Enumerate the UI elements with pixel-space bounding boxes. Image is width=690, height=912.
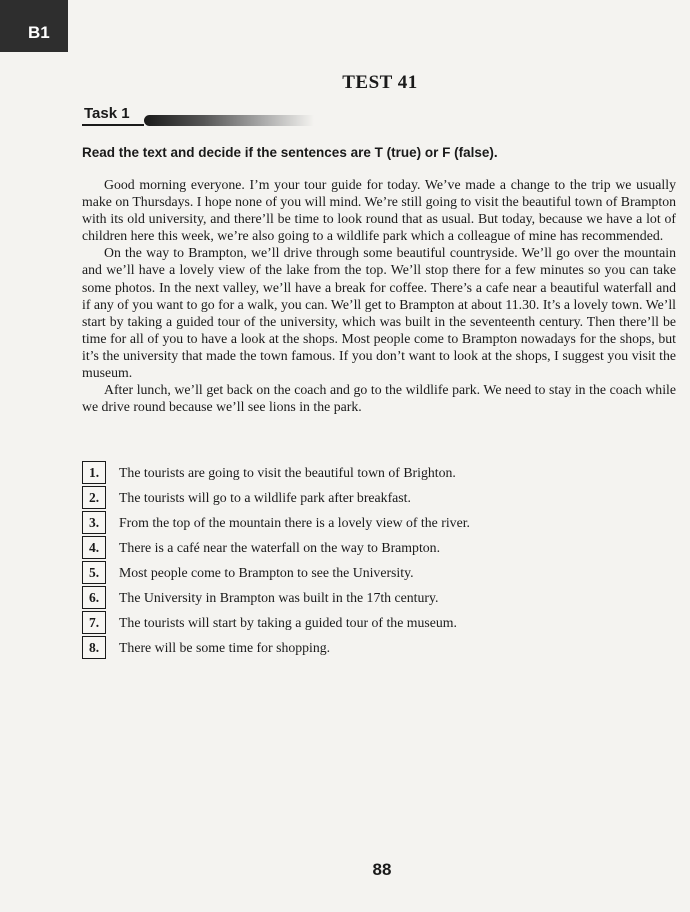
statement-row — [82, 510, 642, 535]
statement-number-box[interactable]: 2. — [82, 486, 106, 509]
level-badge: B1 — [0, 0, 68, 52]
statement-number-box[interactable]: 1. — [82, 461, 106, 484]
statement-text: There is a café near the waterfall on the way to Brampton. — [119, 539, 441, 555]
task-label: Task 1 — [84, 105, 130, 122]
statement-row — [82, 485, 642, 510]
test-title: TEST 41 — [342, 72, 418, 93]
statement-row — [82, 585, 642, 610]
statement-number-box[interactable]: 6. — [82, 586, 106, 609]
statements-list — [82, 460, 642, 660]
statement-row — [82, 535, 642, 560]
task-header — [82, 103, 322, 129]
statement-number-box[interactable]: 3. — [82, 511, 106, 534]
passage-paragraph: Good morning everyone. I’m your tour guide for today. We’ve made a change to the trip we usually make on Thursdays. I hope none of you will mind. We’re still going to visit the beautiful town of Brampton with its old university, and there’ll be time to look round that as usual. But today, because we have a lot of children here this week, we’re also going to a wildlife park which a colleague of mine has recommended. — [82, 177, 676, 244]
statement-row — [82, 460, 642, 485]
statement-text: The tourists will start by taking a guided tour of the museum. — [119, 614, 457, 630]
statement-text: From the top of the mountain there is a lovely view of the river. — [119, 514, 470, 530]
statement-row — [82, 610, 642, 635]
statement-row — [82, 635, 642, 660]
statement-text: The University in Brampton was built in the 17th century. — [119, 589, 439, 605]
statement-number-box[interactable]: 8. — [82, 636, 106, 659]
passage-paragraph: After lunch, we’ll get back on the coach and go to the wildlife park. We need to stay in the coach while we drive round because we’ll see lions in the park. — [82, 382, 676, 415]
page-number: 88 — [372, 860, 392, 879]
statement-text: There will be some time for shopping. — [119, 639, 331, 655]
statement-row — [82, 560, 642, 585]
passage-paragraph: On the way to Brampton, we’ll drive through some beautiful countryside. We’ll go over the mountain and we’ll have a lovely view of the lake from the top. We’ll stop there for a few minutes so you can take some photos. In the next valley, we’ll have a break for coffee. There’s a cafe near a beautiful waterfall and if any of you want to go for a walk, you can. We’ll get to Brampton at about 11.30. It’s a lovely town. We’ll start by taking a guided tour of the university, which was built in the seventeenth century. Then there’ll be time for all of you to have a look at the shops. Most people come to Brampton nowadays for the shops, but it’s the university that made the town famous. If you don’t want to look at the shops, I suggest you visit the museum. — [82, 245, 676, 381]
statement-text: Most people come to Brampton to see the University. — [119, 564, 414, 580]
statement-text: The tourists are going to visit the beautiful town of Brighton. — [119, 464, 456, 480]
instruction: Read the text and decide if the sentences are T (true) or F (false). — [82, 145, 498, 160]
statement-number-box[interactable]: 4. — [82, 536, 106, 559]
task-band-decoration — [144, 115, 314, 126]
statement-number-box[interactable]: 7. — [82, 611, 106, 634]
task-underline — [82, 124, 144, 126]
statement-number-box[interactable]: 5. — [82, 561, 106, 584]
statement-text: The tourists will go to a wildlife park after breakfast. — [119, 489, 411, 505]
passage — [82, 176, 676, 415]
